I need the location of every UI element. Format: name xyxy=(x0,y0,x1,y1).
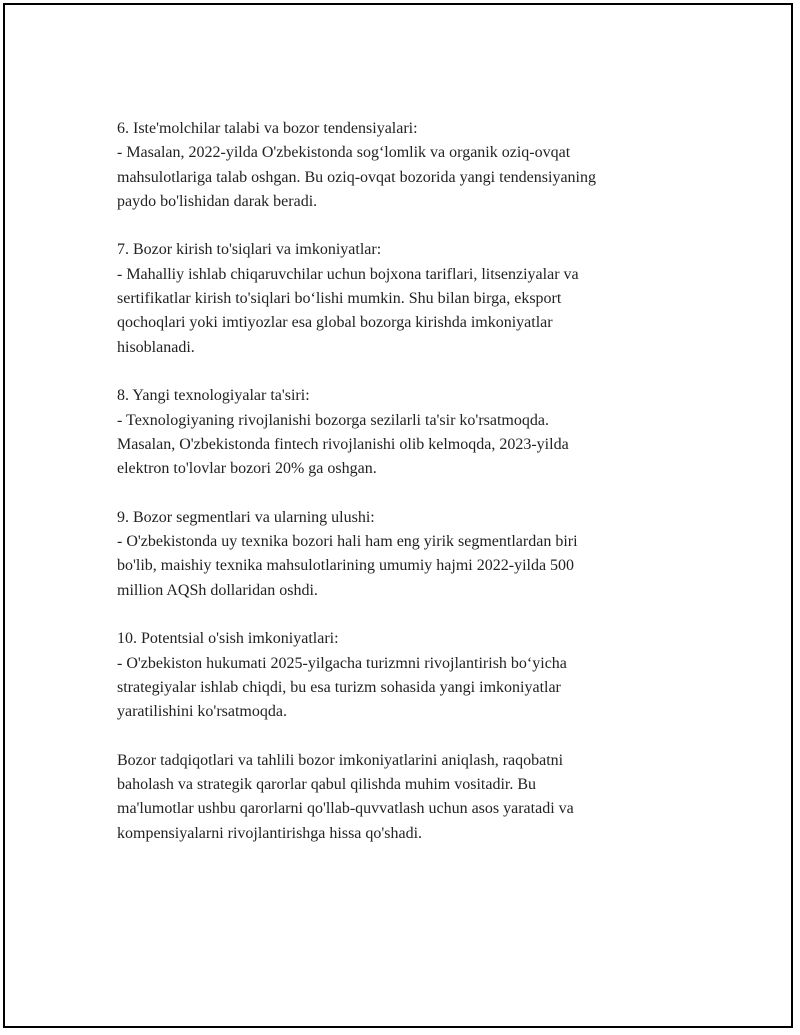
paragraph-line: - O'zbekistonda uy texnika bozori hali ham eng yirik segmentlardan biri xyxy=(117,533,578,551)
paragraph-line: mahsulotlariga talab oshgan. Bu oziq-ovqat bozorida yangi tendensiyaning xyxy=(117,168,596,186)
paragraph-line: - Mahalliy ishlab chiqaruvchilar uchun bojxona tariflari, litsenziyalar va xyxy=(117,265,579,283)
paragraph-line: kompensiyalarni rivojlantirishga hissa qo'shadi. xyxy=(117,824,423,842)
section-market-barriers xyxy=(117,238,697,359)
section-conclusion xyxy=(117,749,697,846)
paragraph-line: strategiyalar ishlab chiqdi, bu esa turizm sohasida yangi imkoniyatlar xyxy=(117,678,561,696)
paragraph-line: Masalan, O'zbekistonda fintech rivojlanishi olib kelmoqda, 2023-yilda xyxy=(117,435,569,453)
paragraph-line: baholash va strategik qarorlar qabul qilishda muhim vositadir. Bu xyxy=(117,776,537,794)
paragraph-line: sertifikatlar kirish to'siqlari bo‘lishi mumkin. Shu bilan birga, eksport xyxy=(117,290,562,308)
section-heading: 9. Bozor segmentlari va ularning ulushi: xyxy=(117,508,375,526)
paragraph-line: paydo bo'lishidan darak beradi. xyxy=(117,192,318,210)
paragraph-line: - Texnologiyaning rivojlanishi bozorga sezilarli ta'sir ko'rsatmoqda. xyxy=(117,411,549,429)
section-market-segments xyxy=(117,506,697,603)
paragraph-line: million AQSh dollaridan oshdi. xyxy=(117,581,318,599)
paragraph-line: Bozor tadqiqotlari va tahlili bozor imkoniyatlarini aniqlash, raqobatni xyxy=(117,751,564,769)
document-body xyxy=(117,117,697,870)
paragraph-line: bo'lib, maishiy texnika mahsulotlarining umumiy hajmi 2022-yilda 500 xyxy=(117,557,575,575)
section-heading: 6. Iste'molchilar talabi va bozor tendensiyalari: xyxy=(117,120,418,137)
paragraph-line: yaratilishini ko'rsatmoqda. xyxy=(117,703,287,721)
section-heading: 10. Potentsial o'sish imkoniyatlari: xyxy=(117,630,339,648)
paragraph-line: ma'lumotlar ushbu qarorlarni qo'llab-quvvatlash uchun asos yaratadi va xyxy=(117,800,574,818)
paragraph-line: elektron to'lovlar bozori 20% ga oshgan. xyxy=(117,460,377,478)
paragraph-line: - O'zbekiston hukumati 2025-yilgacha turizmni rivojlantirish bo‘yicha xyxy=(117,654,567,672)
section-consumer-demand xyxy=(117,117,697,214)
paragraph-line: - Masalan, 2022-yilda O'zbekistonda sog‘lomlik va organik oziq-ovqat xyxy=(117,144,571,162)
paragraph-line: hisoblanadi. xyxy=(117,338,195,356)
paragraph-line: qochoqlari yoki imtiyozlar esa global bozorga kirishda imkoniyatlar xyxy=(117,314,553,332)
section-growth-opportunities xyxy=(117,627,697,724)
section-heading: 7. Bozor kirish to'siqlari va imkoniyatlar: xyxy=(117,241,382,259)
section-heading: 8. Yangi texnologiyalar ta'siri: xyxy=(117,387,310,405)
section-new-technologies xyxy=(117,384,697,481)
